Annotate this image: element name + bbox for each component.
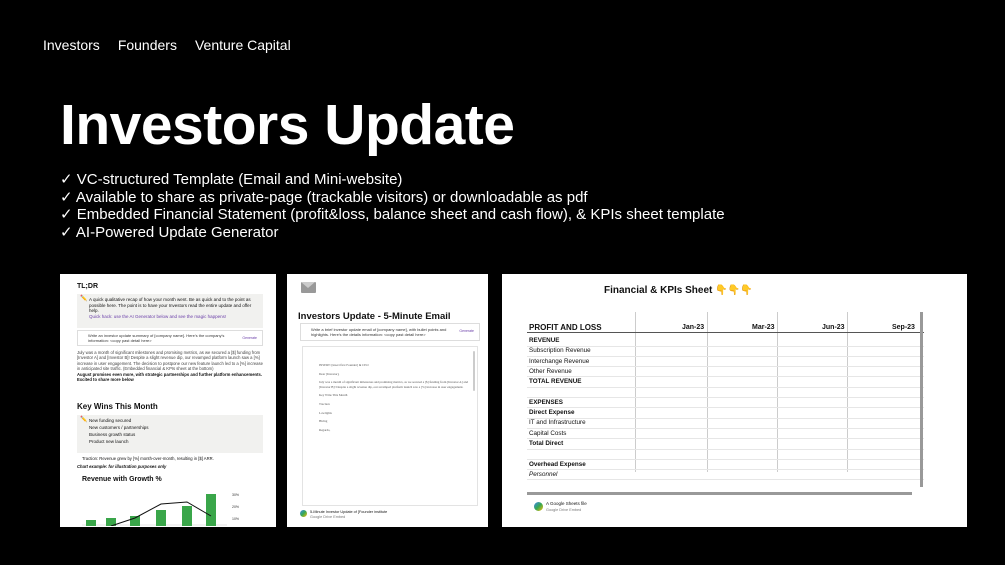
traction-bullet: Traction: Revenue grew by [%] month-over-month, resulting in [$] ARR.	[82, 456, 214, 461]
svg-text:20%: 20%	[232, 505, 240, 509]
sheet-row-label: Subscription Revenue	[529, 347, 591, 355]
summary-text: July was a month of significant milestones and promising metrics, as we secured a [$] funding from [Investor A] and [Investor B]! Despite a slight revenue dip, our revamped platform launch saw a [%] increase in user engagement. The decision to postpone our new feature launch led to a [%] increase in anticipated site traffic. (Embedded financial & KPIs sheet at the bottom)	[77, 350, 263, 372]
drive-embed-footer[interactable]	[300, 510, 387, 519]
drive-embed-footer[interactable]	[534, 501, 587, 513]
financial-sheet-preview[interactable]	[502, 274, 967, 527]
sheet-row-label: Direct Expense	[529, 409, 575, 417]
page-title: Investors Update	[60, 93, 515, 157]
chart-note: Chart example: for illustration purposes only	[77, 464, 167, 469]
generate-button[interactable]: Generate	[242, 336, 257, 340]
doc-line: INSERT: [insert first Founder] & CEO	[319, 363, 369, 367]
chart-bar	[156, 510, 166, 526]
nav-investors[interactable]: Investors	[43, 37, 100, 53]
feature-item: ✓ AI-Powered Update Generator	[60, 223, 279, 241]
sheet-row	[527, 469, 924, 480]
pencil-icon: ✏️	[80, 296, 88, 302]
google-sheets-icon	[534, 502, 543, 511]
sheet-row-label: EXPENSES	[529, 398, 563, 406]
feature-item: ✓ VC-structured Template (Email and Mini-website)	[60, 171, 403, 188]
doc-line: Regards,	[319, 427, 331, 432]
embed-subtitle: Google Drive Embed	[546, 508, 582, 512]
month-header: Jan-23	[682, 324, 705, 331]
vertical-scrollbar[interactable]	[920, 312, 923, 487]
callout-link[interactable]: Quick hack: use the AI Generator below and see the magic happens!	[89, 313, 227, 319]
sheet-row-label: Overhead Expense	[529, 460, 586, 468]
revenue-chart	[82, 486, 252, 526]
email-title: Investors Update - 5-Minute Email	[298, 311, 451, 322]
sheet-row-label: Total Direct	[529, 439, 564, 447]
embedded-email-document[interactable]	[302, 346, 478, 506]
doc-line: Key Wins This Month	[319, 393, 348, 398]
sheet-row-label: TOTAL REVENUE	[529, 378, 582, 386]
horizontal-scrollbar[interactable]	[527, 492, 912, 495]
chart-title: Revenue with Growth %	[82, 476, 162, 483]
tldr-callout	[77, 294, 263, 328]
key-wins-heading: Key Wins This Month	[77, 402, 158, 411]
ai-prompt-box[interactable]	[77, 330, 263, 346]
spreadsheet-embed[interactable]	[527, 312, 924, 497]
month-header: Jun-23	[822, 324, 845, 331]
svg-text:10%: 10%	[232, 517, 240, 521]
feature-item: ✓ Embedded Financial Statement (profit&loss, balance sheet and cash flow), & KPIs sheet template	[60, 206, 725, 223]
email-template-preview[interactable]	[287, 274, 488, 527]
sheet-title: Financial & KPIs Sheet 👇👇👇	[604, 285, 753, 296]
doc-line: Traction	[319, 401, 330, 406]
chart-bar	[86, 520, 96, 526]
tldr-heading: TL;DR	[77, 283, 98, 290]
mail-icon	[301, 282, 316, 293]
embed-subtitle: Google Drive Embed	[310, 514, 346, 519]
sheet-row-label: Interchange Revenue	[529, 357, 590, 365]
sheet-row-label: Capital Costs	[529, 429, 567, 437]
doc-line: Hiring	[319, 419, 328, 424]
prompt-text: Write an investor update summary of [company name]. Here's the company's information: <copy past detail here>	[88, 333, 225, 343]
sheet-row-label: PROFIT AND LOSS	[529, 322, 602, 332]
sheet-row-label: REVENUE	[529, 336, 560, 344]
win-item: Product new launch	[89, 439, 129, 444]
sheet-row-label: IT and Infrastructure	[529, 419, 586, 427]
win-item: New customers / partnerships	[89, 425, 149, 430]
win-item: Business growth status	[89, 432, 136, 437]
month-header: Sep-23	[892, 324, 915, 331]
win-item: New funding secured	[89, 418, 132, 423]
doc-line: Lowlights	[319, 410, 332, 415]
sheet-row	[527, 322, 924, 333]
google-drive-icon	[300, 510, 307, 517]
feature-list	[60, 171, 725, 241]
ai-prompt-box[interactable]	[300, 323, 480, 341]
generate-button[interactable]: Generate	[459, 329, 474, 333]
key-wins-callout	[77, 415, 263, 453]
prompt-text: Write a brief investor update email of [company name], with bullet points and highlights. Here's the details information: <copy past detail here>	[311, 327, 447, 337]
svg-text:30%: 30%	[232, 493, 240, 497]
sheet-row-label: Personnel	[529, 470, 558, 478]
doc-line: July was a month of significant milestones and promising metrics, as we secured a [$] funding from [Investor A] and [Investor B]! Despite a slight revenue dip, our revamped platform launch saw a [%] increase in user engagement.	[319, 380, 469, 389]
chart-bar	[206, 494, 216, 526]
doc-scrollbar[interactable]	[473, 351, 475, 391]
nav-founders[interactable]: Founders	[117, 37, 177, 53]
summary-paragraph	[77, 350, 265, 382]
doc-line: Dear [Investor],	[319, 371, 340, 376]
nav-venture-capital[interactable]: Venture Capital	[194, 37, 291, 53]
embed-title: 5-Minute Investor Update of [Founder institute	[310, 510, 388, 514]
summary-bold-text: August promises even more, with strategic partnerships and further platform enhancements. Excited to share more below	[77, 371, 262, 383]
feature-item: ✓ Available to share as private-page (trackable visitors) or downloadable as pdf	[60, 188, 588, 206]
callout-text: A quick qualitative recap of how your month went. Be as quick and to the point as possible here. The point is to have your Investors read the entire update and offer help.	[89, 297, 252, 313]
month-header: Mar-23	[752, 324, 775, 331]
update-page-preview[interactable]	[60, 274, 276, 527]
embed-title: A Google Sheets file	[546, 501, 587, 506]
sheet-row-label: Other Revenue	[529, 367, 572, 375]
chart-bar	[182, 506, 192, 526]
top-nav	[43, 37, 291, 53]
pencil-icon: ✏️	[80, 417, 88, 423]
